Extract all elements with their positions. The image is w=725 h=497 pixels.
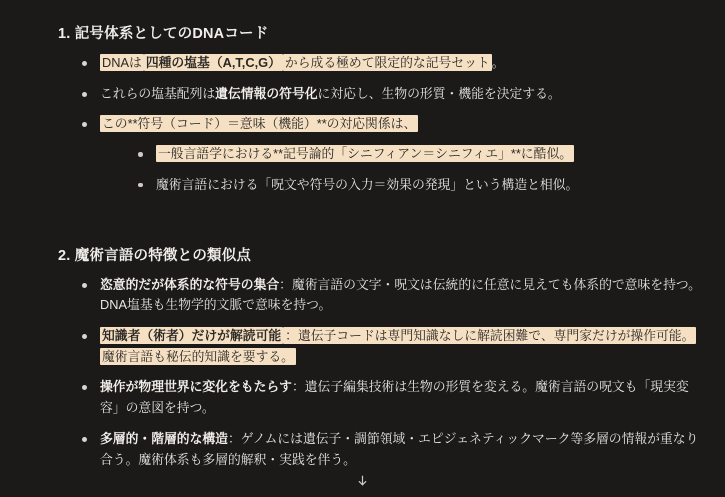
nested-list-item xyxy=(134,175,703,196)
list-item xyxy=(78,84,703,105)
highlighted-text: ：遺伝子コードは専門知識なしに解読困難で、専門家だけが操作可能。魔術言語も秘伝的知識を要する。 xyxy=(102,328,695,364)
text: ：ゲノムには遺伝子・調節領域・エピジェネティックマーク等多層の情報が重なり合う。魔術体系も多層的解釈・実践を伴う。 xyxy=(100,430,699,467)
bold-text: 操作が物理世界に変化をもたらす xyxy=(100,379,292,395)
document-section xyxy=(22,244,703,471)
text: 。 xyxy=(491,55,505,70)
list-item xyxy=(78,275,703,316)
text: ：遺伝子編集技術は生物の形質を変える。魔術言語の呪文も「現実変容」の意図を持つ。 xyxy=(100,379,689,416)
bold-text: 多層的・階層的な構造 xyxy=(100,430,228,446)
document-section xyxy=(22,22,703,196)
section-heading: 2. 魔術言語の特徴との類似点 xyxy=(58,247,252,264)
list-item xyxy=(78,53,703,74)
bold-text: 遺伝情報の符号化 xyxy=(215,85,318,101)
list-item xyxy=(78,429,703,470)
bold-text: 四種の塩基（A,T,C,G） xyxy=(145,55,281,70)
bold-text: 知識者（術者）だけが解読可能 xyxy=(102,328,282,344)
document-content xyxy=(22,22,703,470)
highlighted-text: から成る極めて限定的な記号セット xyxy=(284,55,490,70)
bullet-list xyxy=(78,53,703,196)
list-item xyxy=(78,326,703,367)
highlighted-text: この**符号（コード）＝意味（機能）**の対応関係は、 xyxy=(102,116,417,132)
text: 魔術言語における「呪文や符号の入力＝効果の発現」という構造と相似。 xyxy=(156,176,579,192)
nested-bullet-list xyxy=(134,144,703,195)
bullet-list xyxy=(78,275,703,471)
text: これらの塩基配列は xyxy=(100,85,216,101)
bold-text: 恣意的だが体系的な符号の集合 xyxy=(100,276,280,292)
arrow-down-icon xyxy=(356,474,369,487)
text: ：魔術言語の文字・呪文は伝統的に任意に見えても体系的で意味を持つ。DNA塩基も生物学的文脈で意味を持つ。 xyxy=(100,276,701,313)
highlighted-text xyxy=(100,327,283,344)
section-spacer xyxy=(22,206,703,232)
highlighted-text xyxy=(144,54,283,71)
list-item xyxy=(78,114,703,195)
scroll-to-bottom-button[interactable] xyxy=(352,469,374,491)
section-heading: 1. 記号体系としてのDNAコード xyxy=(58,26,269,42)
highlighted-text: 一般言語学における**記号論的「シニフィアン＝シニフィエ」**に酷似。 xyxy=(158,146,573,162)
nested-list-item xyxy=(134,144,703,165)
text: に対応し、生物の形質・機能を決定する。 xyxy=(317,85,561,101)
list-item xyxy=(78,377,703,418)
highlighted-text: DNAは xyxy=(102,55,142,70)
